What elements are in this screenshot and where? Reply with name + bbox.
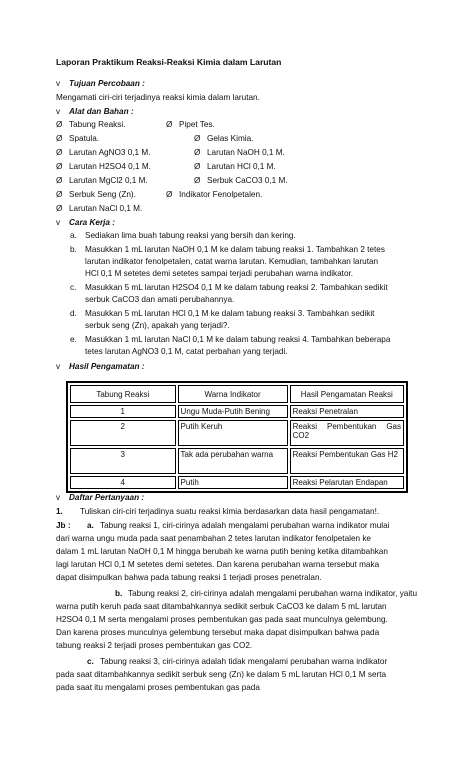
alat-item: Ø Larutan MgCl2 0,1 M. [56, 176, 148, 185]
table-row [70, 448, 404, 474]
column-header: Tabung Reaksi [70, 385, 176, 403]
answer-line: dalam 1 mL larutan NaOH 0,1 M hingga berubah ke warna putih bening ketika ditambahkan [56, 547, 388, 556]
question-number: 1. [56, 507, 63, 516]
table-cell: Reaksi Pembentukan Gas CO2 [290, 420, 404, 446]
table-row [70, 420, 404, 446]
answer-c-label: c. [87, 657, 94, 666]
table-row [70, 476, 404, 489]
item-bullet-icon: Ø [166, 190, 173, 199]
table-cell: 1 [70, 405, 176, 418]
alat-item: Ø Serbuk CaCO3 0,1 M. [194, 176, 288, 185]
table-cell: 4 [70, 476, 176, 489]
answer-line: pada saat ditambahkannya sedikit serbuk seng (Zn) ke dalam 5 mL larutan HCl 0,1 M serta [56, 670, 387, 679]
answer-line: lagi larutan HCl 0,1 M setetes demi setetes. Dan karena perubahan warna tersebut maka [56, 560, 380, 569]
step-line: HCl 0,1 M setetes demi setetes sampai terjadi perubahan warna indikator. [85, 269, 354, 278]
alat-item: Ø Larutan H2SO4 0,1 M. [56, 162, 151, 171]
alat-item: Ø Larutan NaOH 0,1 M. [194, 148, 285, 157]
section-daftar-heading: v Daftar Pertanyaan : [56, 493, 145, 502]
item-bullet-icon: Ø [56, 162, 63, 171]
column-header: Hasil Pengamatan Reaksi [290, 385, 404, 403]
answer-line: warna putih keruh pada saat ditambahkannya sedikit serbuk CaCO3 ke dalam 5 mL larutan [56, 602, 387, 611]
step-label: b. [70, 245, 77, 254]
answer-line: dapat disimpulkan bahwa pada tabung reaksi 1 terjadi proses penetralan. [56, 573, 322, 582]
alat-item: Ø Serbuk Seng (Zn). [56, 190, 136, 199]
table-cell: 3 [70, 448, 176, 474]
answer-label: Jb : [56, 521, 71, 530]
answer-line: Tabung reaksi 2, ciri-cirinya adalah mengalami perubahan warna indikator, yaitu [128, 589, 417, 598]
answer-a-label: a. [87, 521, 94, 530]
table-cell: Reaksi Pembentukan Gas H2 [290, 448, 404, 474]
step-line: serbuk CaCO3 dan amati perubahannya. [85, 295, 235, 304]
table-cell: 2 [70, 420, 176, 446]
question-text: Tuliskan ciri-ciri terjadinya suatu reaksi kimia berdasarkan data hasil pengamatan!. [80, 507, 380, 516]
step-line: Masukkan 5 mL larutan HCl 0,1 M ke dalam tabung reaksi 3. Tambahkan sedikit [85, 309, 375, 318]
section-cara-heading: v Cara Kerja : [56, 218, 115, 227]
alat-item: Ø Pipet Tes. [166, 120, 215, 129]
step-line: tetes larutan AgNO3 0,1 M, catat perbahan yang terjadi. [85, 347, 288, 356]
table-cell: Putih Keruh [178, 420, 288, 446]
section-bullet-icon: v [56, 493, 61, 502]
step-line: larutan indikator fenolpetalen, catat warna larutan. Kemudian, tambahkan larutan [85, 257, 379, 266]
answer-line: Tabung reaksi 3, ciri-cirinya adalah tidak mengalami perubahan warna indikator [100, 657, 388, 666]
alat-item: Ø Larutan AgNO3 0,1 M. [56, 148, 151, 157]
item-bullet-icon: Ø [194, 176, 201, 185]
section-hasil-heading: v Hasil Pengamatan : [56, 362, 145, 371]
results-table [66, 381, 408, 493]
step-label: e. [70, 335, 77, 344]
alat-item: Ø Spatula. [56, 134, 100, 143]
answer-line: pada saat itu mengalami proses pembentukan gas pada [56, 683, 260, 692]
alat-item: Ø Larutan HCl 0,1 M. [194, 162, 276, 171]
answer-line: dari warna ungu muda pada saat penambahan 2 tetes larutan indikator fenolpetalen ke [56, 534, 371, 543]
tujuan-text: Mengamati ciri-ciri terjadinya reaksi kimia dalam larutan. [56, 93, 260, 102]
step-line: Masukkan 1 mL larutan NaCl 0,1 M ke dalam tabung reaksi 4. Tambahkan beberapa [85, 335, 391, 344]
step-line: Sediakan lima buah tabung reaksi yang bersih dan kering. [85, 231, 296, 240]
column-header: Warna Indikator [178, 385, 288, 403]
answer-line: H2SO4 0,1 M serta mengalami proses pembentukan gas pada saat munculnya gelembung. [56, 615, 388, 624]
item-bullet-icon: Ø [166, 120, 173, 129]
document-title: Laporan Praktikum Reaksi-Reaksi Kimia dalam Larutan [56, 57, 282, 67]
answer-line: tabung reaksi 2 terjadi proses pembentukan gas CO2. [56, 641, 253, 650]
item-bullet-icon: Ø [194, 134, 201, 143]
item-bullet-icon: Ø [56, 204, 63, 213]
alat-item: Ø Larutan NaCl 0,1 M. [56, 204, 143, 213]
item-bullet-icon: Ø [56, 134, 63, 143]
section-alat-heading: v Alat dan Bahan : [56, 107, 134, 116]
item-bullet-icon: Ø [56, 190, 63, 199]
table-cell: Tak ada perubahan warna [178, 448, 288, 474]
item-bullet-icon: Ø [194, 148, 201, 157]
table-row [70, 405, 404, 418]
section-bullet-icon: v [56, 107, 61, 116]
section-bullet-icon: v [56, 362, 61, 371]
answer-b-label: b. [115, 589, 123, 598]
step-line: Masukkan 5 mL larutan H2SO4 0,1 M ke dalam tabung reaksi 2. Tambahkan sedikit [85, 283, 388, 292]
step-line: serbuk seng (Zn), apakah yang terjadi?. [85, 321, 230, 330]
table-cell: Putih [178, 476, 288, 489]
section-bullet-icon: v [56, 79, 61, 88]
step-label: c. [70, 283, 77, 292]
step-label: a. [70, 231, 77, 240]
alat-item: Ø Indikator Fenolpetalen. [166, 190, 263, 199]
table-cell: Reaksi Penetralan [290, 405, 404, 418]
step-line: Masukkan 1 mL larutan NaOH 0,1 M ke dalam tabung reaksi 1. Tambahkan 2 tetes [85, 245, 385, 254]
answer-line: Tabung reaksi 1, ciri-cirinya adalah mengalami perubahan warna indikator mulai [100, 521, 390, 530]
table-cell: Ungu Muda-Putih Bening [178, 405, 288, 418]
table-cell: Reaksi Pelarutan Endapan [290, 476, 404, 489]
item-bullet-icon: Ø [56, 120, 63, 129]
answer-line: Dan karena proses munculnya gelembung tersebut maka dapat disimpulkan bahwa pada [56, 628, 380, 637]
section-bullet-icon: v [56, 218, 61, 227]
item-bullet-icon: Ø [194, 162, 201, 171]
section-tujuan-heading: v Tujuan Percobaan : [56, 79, 145, 88]
alat-item: Ø Gelas Kimia. [194, 134, 254, 143]
alat-item: Ø Tabung Reaksi. [56, 120, 126, 129]
step-label: d. [70, 309, 77, 318]
table-header-row [70, 385, 404, 403]
item-bullet-icon: Ø [56, 148, 63, 157]
item-bullet-icon: Ø [56, 176, 63, 185]
